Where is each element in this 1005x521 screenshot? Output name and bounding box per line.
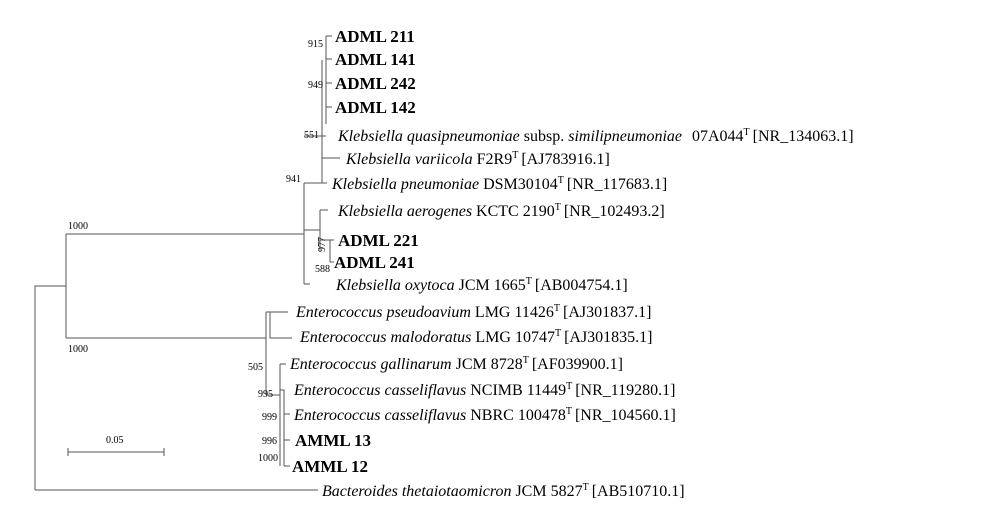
epseudo-strain: LMG 11426	[474, 304, 554, 321]
kpneu-genus: Klebsiella pneumoniae	[332, 176, 480, 193]
taxon-adml-221: ADML 221	[338, 231, 419, 250]
epseudo-genus: Enterococcus pseudoavium	[296, 304, 471, 321]
kvari-accession: [AJ783916.1]	[521, 151, 610, 168]
ecass2-genus: Enterococcus casseliflavus	[294, 407, 467, 424]
emalo-strain: LMG 10747	[475, 329, 555, 346]
egall-type-mark: T	[522, 355, 529, 366]
taxon-klebsiella-pneumoniae	[331, 175, 667, 193]
taxon-enterococcus-gallinarum	[289, 355, 623, 373]
bootstrap-1000-amml: 1000	[258, 453, 278, 464]
koxy-strain: JCM 1665	[458, 277, 526, 294]
btheta-strain: JCM 5827	[515, 483, 583, 500]
emalodoratus-branch	[270, 312, 292, 338]
bootstrap-999: 999	[262, 412, 277, 423]
taxon-adml-211: ADML 211	[335, 27, 415, 46]
taxon-adml-241: ADML 241	[334, 253, 415, 272]
koxy-genus: Klebsiella oxytoca	[336, 277, 455, 294]
bootstrap-588: 588	[315, 264, 330, 275]
amml-node-branch	[280, 390, 284, 466]
kpneu-type-mark: T	[557, 175, 564, 186]
taxon-klebsiella-quasipneumoniae	[337, 127, 854, 145]
taxon-klebsiella-aerogenes	[337, 202, 665, 220]
taxon-bacteroides-thetaiotaomicron	[322, 482, 685, 500]
scale-bar	[68, 435, 164, 456]
taxon-enterococcus-casseliflavus-ncimb	[293, 381, 676, 399]
taxon-amml-12: AMML 12	[292, 457, 369, 476]
bootstrap-505: 505	[248, 362, 263, 373]
emalo-genus: Enterococcus malodoratus	[300, 329, 472, 346]
taxon-enterococcus-malodoratus	[299, 328, 653, 346]
ecass1-genus: Enterococcus casseliflavus	[294, 382, 467, 399]
root-branch	[35, 286, 66, 490]
bootstrap-1000-enterococcus: 1000	[68, 344, 88, 355]
core-node-branch	[322, 158, 327, 183]
kaero-genus: Klebsiella aerogenes	[338, 203, 473, 220]
ecass2-strain: NBRC 100478	[470, 407, 566, 424]
taxon-adml-142: ADML 142	[335, 98, 416, 117]
taxon-labels	[289, 27, 854, 500]
ecass1-accession: [NR_119280.1]	[575, 382, 676, 399]
taxon-enterococcus-pseudoavium	[295, 303, 651, 321]
btheta-genus: Bacteroides thetaiotaomicron	[322, 483, 512, 500]
bootstrap-995: 995	[258, 389, 273, 400]
epseudo-accession: [AJ301837.1]	[563, 304, 652, 321]
kaero-strain: KCTC 2190	[476, 203, 555, 220]
ecass1-strain: NCIMB 11449	[470, 382, 567, 399]
taxon-adml-141: ADML 141	[335, 50, 416, 69]
emalo-accession: [AJ301835.1]	[564, 329, 653, 346]
ecass1-type-mark: T	[566, 381, 573, 392]
kquasi-epithet: similipneumoniae	[568, 128, 682, 145]
bootstrap-915: 915	[308, 39, 323, 50]
bootstrap-977: 977	[317, 237, 328, 252]
taxon-klebsiella-oxytoca	[335, 276, 628, 294]
ecass2-accession: [NR_104560.1]	[574, 407, 676, 424]
btheta-accession: [AB510710.1]	[591, 483, 685, 500]
kquasi-type-mark: T	[743, 127, 750, 138]
taxon-klebsiella-variicola	[345, 150, 610, 168]
kaero-accession: [NR_102493.2]	[563, 203, 665, 220]
kquasi-subsp: subsp.	[523, 128, 565, 145]
kquasi-accession: [NR_134063.1]	[752, 128, 854, 145]
btheta-type-mark: T	[582, 482, 589, 493]
kquasi-strain: 07A044	[691, 128, 744, 145]
kvari-genus: Klebsiella variicola	[346, 151, 473, 168]
bootstrap-996: 996	[262, 436, 277, 447]
egall-genus: Enterococcus gallinarum	[290, 356, 452, 373]
bootstrap-551: 551	[304, 130, 319, 141]
egall-strain: JCM 8728	[455, 356, 523, 373]
epseudo-type-mark: T	[553, 303, 560, 314]
egall-accession: [AF039900.1]	[531, 356, 623, 373]
bootstrap-1000-klebsiella: 1000	[68, 221, 88, 232]
koxy-type-mark: T	[525, 276, 532, 287]
emalo-type-mark: T	[554, 328, 562, 339]
kquasi-genus: Klebsiella quasipneumoniae	[338, 128, 520, 145]
kvari-type-mark: T	[512, 150, 519, 161]
kpneu-strain: DSM30104	[483, 176, 558, 193]
taxon-enterococcus-casseliflavus-nbrc	[293, 406, 676, 424]
bootstrap-949: 949	[308, 80, 323, 91]
ecass2-type-mark: T	[565, 406, 572, 417]
scale-bar-label: 0.05	[106, 435, 124, 446]
bootstrap-values	[68, 39, 330, 464]
koxy-accession: [AB004754.1]	[534, 277, 628, 294]
kvari-strain: F2R9	[476, 151, 513, 168]
bootstrap-941: 941	[286, 174, 301, 185]
kpneu-accession: [NR_117683.1]	[566, 176, 668, 193]
taxon-amml-13: AMML 13	[295, 431, 372, 450]
taxon-adml-242: ADML 242	[335, 74, 416, 93]
kaero-type-mark: T	[554, 202, 561, 213]
